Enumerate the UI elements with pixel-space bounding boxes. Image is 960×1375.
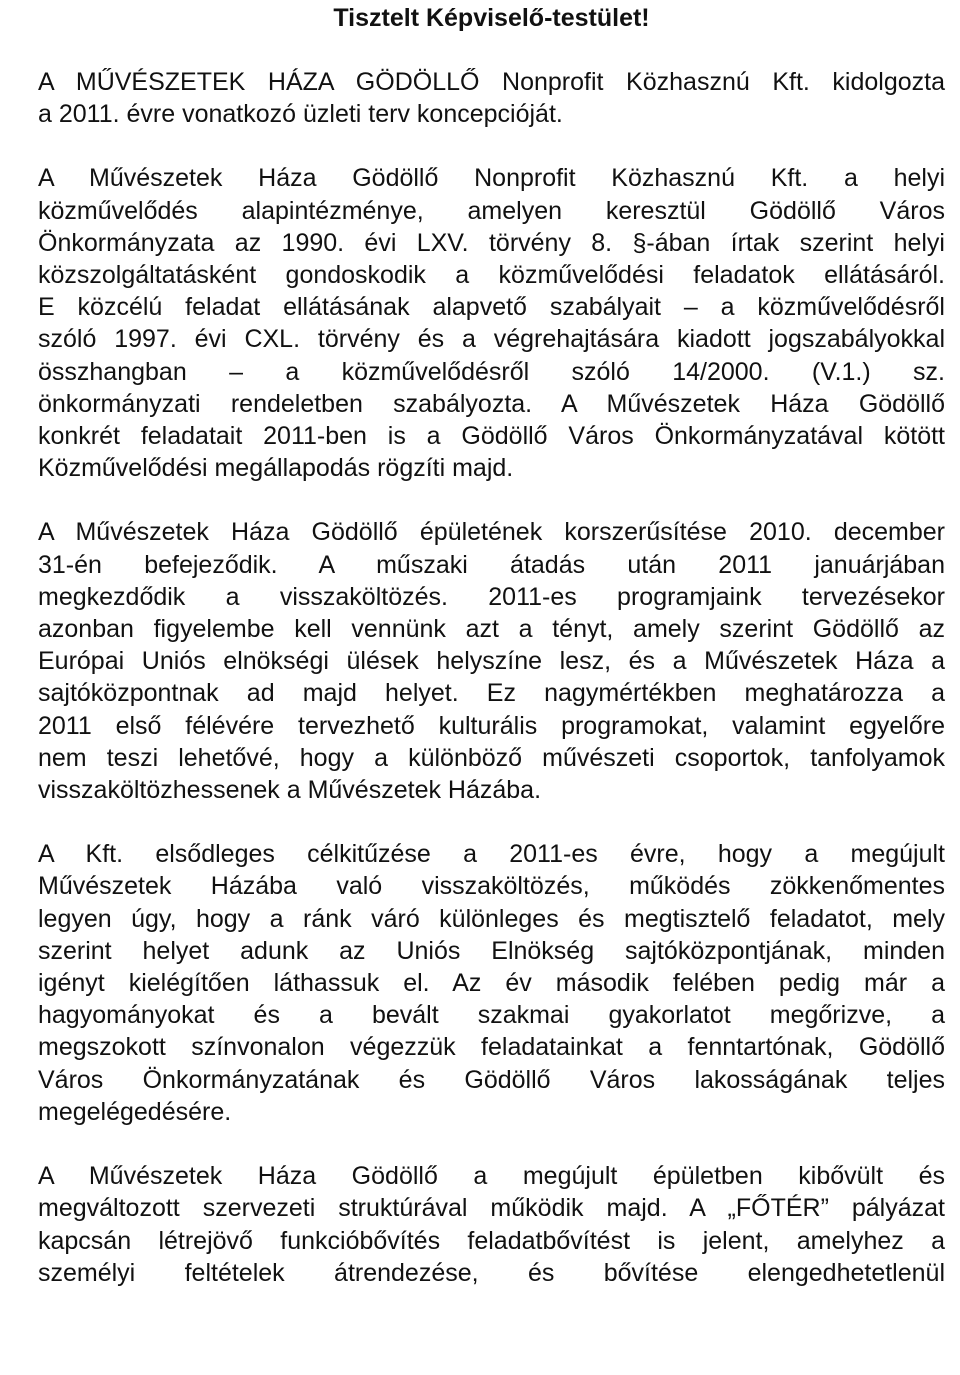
document-page xyxy=(38,0,945,1289)
text-line: konkrét feladatait 2011-ben is a Gödöllő Város Önkormányzatával kötött xyxy=(38,422,945,451)
text-line: Önkormányzata az 1990. évi LXV. törvény 8. §-ában írtak szerint helyi xyxy=(38,228,945,257)
text-line: személyi feltételek átrendezése, és bővítése elengedhetetlenül xyxy=(38,1258,945,1287)
paragraph-2 xyxy=(38,162,945,484)
text-line: szóló 1997. évi CXL. törvény és a végrehajtására kiadott jogszabályokkal xyxy=(38,325,945,354)
text-line: legyen úgy, hogy a ránk váró különleges és megtisztelő feladatot, mely xyxy=(38,904,945,933)
paragraph-1 xyxy=(38,66,945,130)
text-line: A Művészetek Háza Gödöllő épületének korszerűsítése 2010. december xyxy=(38,518,945,547)
text-line: A MŰVÉSZETEK HÁZA GÖDÖLLŐ Nonprofit Közhasznú Kft. kidolgozta xyxy=(38,68,945,96)
text-line: Város Önkormányzatának és Gödöllő Város lakosságának teljes xyxy=(38,1065,945,1094)
text-line: Közművelődési megállapodás rögzíti majd. xyxy=(38,454,514,483)
paragraph-5 xyxy=(38,1160,945,1289)
paragraph-4 xyxy=(38,838,945,1128)
spacer xyxy=(38,806,945,838)
text-line: azonban figyelembe kell vennünk azt a tényt, amely szerint Gödöllő az xyxy=(38,615,945,644)
text-line: Európai Uniós elnökségi ülések helyszíne lesz, és a Művészetek Háza a xyxy=(38,647,945,676)
text-line: 31-én befejeződik. A műszaki átadás után 2011 januárjában xyxy=(38,550,945,579)
text-line: A Művészetek Háza Gödöllő Nonprofit Közhasznú Kft. a helyi xyxy=(38,164,945,193)
text-line: szerint helyet adunk az Uniós Elnökség sajtóközpontjának, minden xyxy=(38,936,945,965)
text-line: megelégedésére. xyxy=(38,1097,232,1126)
text-line: megszokott színvonalon végezzük feladatainkat a fenntartónak, Gödöllő xyxy=(38,1033,945,1062)
text-line: 2011 első félévére tervezhető kulturális programokat, valamint egyelőre xyxy=(38,711,945,740)
text-line: Művészetek Házába való visszaköltözés, működés zökkenőmentes xyxy=(38,872,945,901)
text-line: önkormányzati rendeletben szabályozta. A Művészetek Háza Gödöllő xyxy=(38,389,945,418)
text-line: közművelődés alapintézménye, amelyen keresztül Gödöllő Város xyxy=(38,196,945,225)
text-line: igényt kielégítően láthassuk el. Az év második felében pedig már a xyxy=(38,969,945,998)
text-line: sajtóközpontnak ad majd helyet. Ez nagymértékben meghatározza a xyxy=(38,679,945,708)
document-title: Tisztelt Képviselő-testület! xyxy=(333,4,650,32)
text-line: a 2011. évre vonatkozó üzleti terv koncepcióját. xyxy=(38,100,563,129)
text-line: A Kft. elsődleges célkitűzése a 2011-es évre, hogy a megújult xyxy=(38,840,945,869)
text-line: A Művészetek Háza Gödöllő a megújult épületben kibővült és xyxy=(38,1162,945,1191)
spacer xyxy=(38,34,945,66)
spacer xyxy=(38,484,945,516)
text-line: visszaköltözhessenek a Művészetek Házába. xyxy=(38,776,542,805)
text-line: megkezdődik a visszaköltözés. 2011-es programjaink tervezésekor xyxy=(38,582,945,611)
paragraph-3 xyxy=(38,516,945,806)
spacer xyxy=(38,130,945,162)
text-line: nem teszi lehetővé, hogy a különböző művészeti csoportok, tanfolyamok xyxy=(38,743,945,772)
text-line: E közcélú feladat ellátásának alapvető szabályait – a közművelődésről xyxy=(38,293,945,322)
text-line: hagyományokat és a bevált szakmai gyakorlatot megőrizve, a xyxy=(38,1001,945,1030)
spacer xyxy=(38,1128,945,1160)
text-line: megváltozott szervezeti struktúrával működik majd. A „FŐTÉR” pályázat xyxy=(38,1194,945,1223)
text-line: közszolgáltatásként gondoskodik a közművelődési feladatok ellátásáról. xyxy=(38,261,945,290)
text-line: összhangban – a közművelődésről szóló 14/2000. (V.1.) sz. xyxy=(38,357,945,386)
text-line: kapcsán létrejövő funkcióbővítés feladatbővítést is jelent, amelyhez a xyxy=(38,1226,945,1255)
